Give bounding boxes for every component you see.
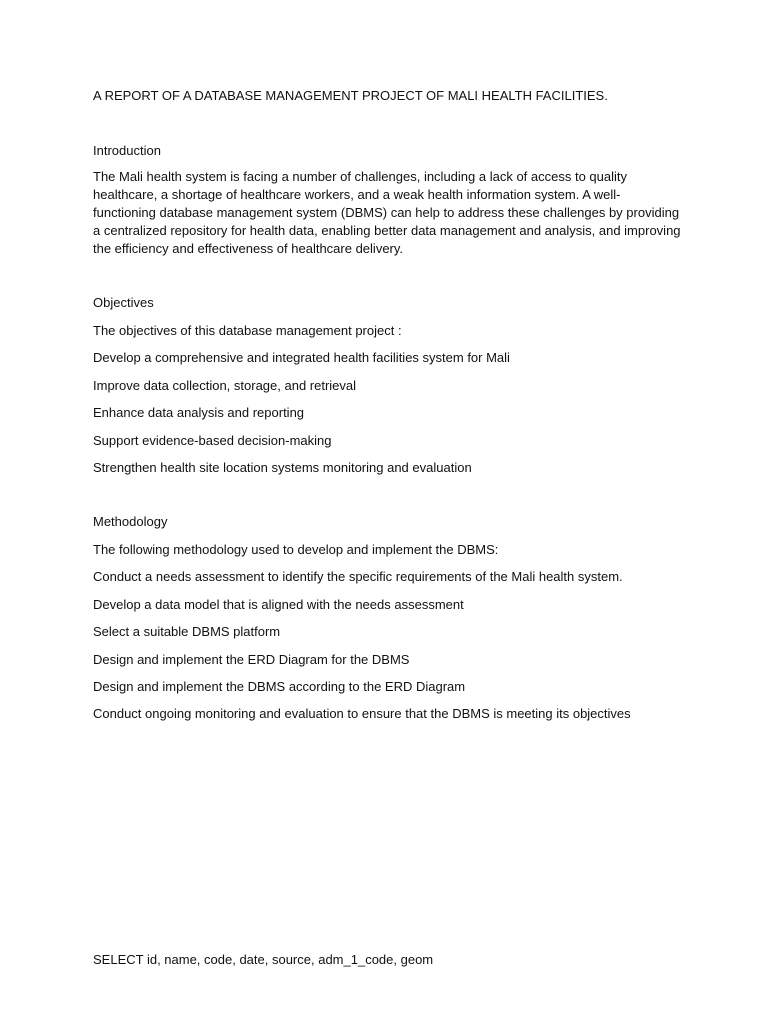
methodology-step: Select a suitable DBMS platform — [93, 624, 281, 640]
objective-item: Develop a comprehensive and integrated health facilities system for Mali — [93, 350, 510, 366]
objective-item: Strengthen health site location systems monitoring and evaluation — [93, 459, 472, 475]
methodology-intro-line: The following methodology used to develop and implement the DBMS: — [93, 542, 499, 557]
methodology-step: Design and implement the ERD Diagram for the DBMS — [93, 651, 410, 667]
methodology-step: Conduct a needs assessment to identify the specific requirements of the Mali health system. — [93, 569, 623, 585]
objectives-heading: Objectives — [93, 295, 154, 310]
objectives-intro-line: The objectives of this database management project : — [93, 323, 402, 338]
objective-item: Improve data collection, storage, and retrieval — [93, 377, 357, 393]
objective-item: Support evidence-based decision-making — [93, 432, 332, 448]
methodology-heading: Methodology — [93, 514, 168, 529]
objective-item: Enhance data analysis and reporting — [93, 405, 305, 421]
introduction-heading: Introduction — [93, 143, 161, 158]
methodology-step: Conduct ongoing monitoring and evaluation to ensure that the DBMS is meeting its objectives — [93, 706, 631, 722]
methodology-step: Develop a data model that is aligned with the needs assessment — [93, 596, 464, 612]
introduction-paragraph: The Mali health system is facing a number of challenges, including a lack of access to quality healthcare, a shortage of healthcare workers, and a weak health information system. A well-functioning database management system (DBMS) can help to address these challenges by providing a centralized repository for health data, enabling better data management and analysis, and improving the efficiency and effectiveness of healthcare delivery. — [93, 169, 681, 256]
methodology-list — [93, 541, 683, 733]
sql-select-statement: SELECT id, name, code, date, source, adm_1_code, geom — [93, 952, 434, 967]
methodology-step: Design and implement the DBMS according to the ERD Diagram — [93, 678, 466, 694]
objectives-list — [93, 322, 683, 486]
report-title: A REPORT OF A DATABASE MANAGEMENT PROJECT OF MALI HEALTH FACILITIES. — [93, 88, 608, 103]
